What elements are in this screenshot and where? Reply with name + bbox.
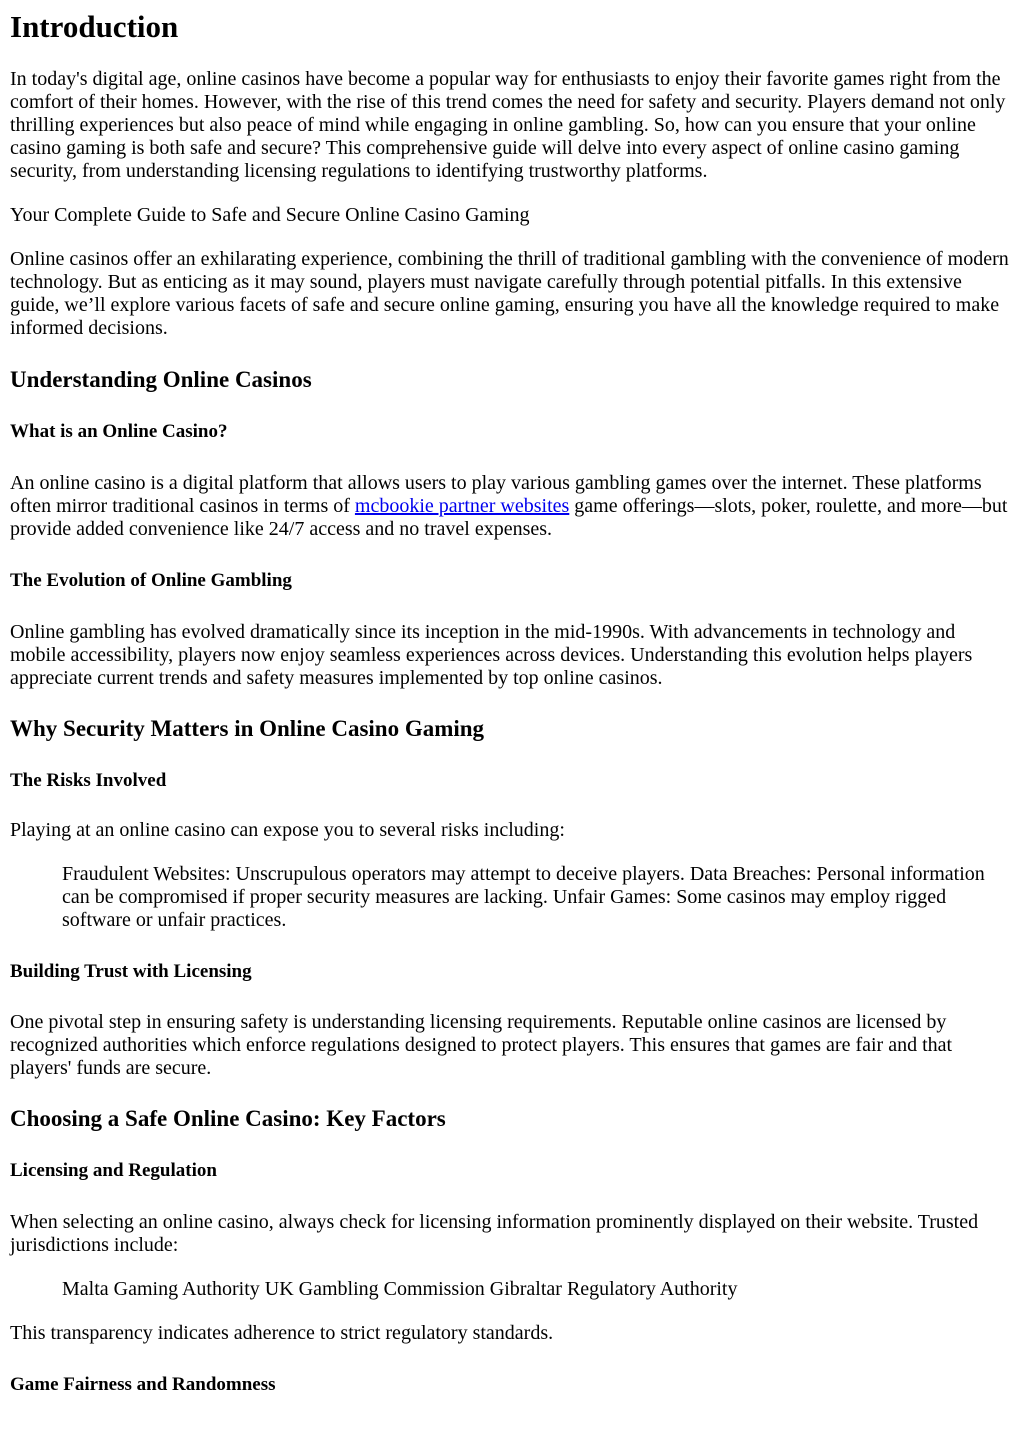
spacer: [10, 742, 1014, 769]
spacer: [10, 443, 1014, 472]
spacer: [10, 1132, 1014, 1159]
spacer: [10, 541, 1014, 569]
intro-heading: Introduction: [10, 9, 179, 44]
transparency-paragraph: This transparency indicates adherence to strict regulatory standards.: [10, 1322, 554, 1344]
risks-intro: Playing at an online casino can expose you to several risks including:: [10, 819, 565, 841]
evolution-heading: The Evolution of Online Gambling: [10, 570, 292, 591]
what-is-heading: What is an Online Casino?: [10, 421, 228, 442]
spacer: [10, 1301, 1014, 1322]
spacer: [10, 1080, 1014, 1105]
spacer: [10, 227, 1014, 248]
article: [0, 9, 1024, 1396]
spacer: [10, 1345, 1014, 1373]
what-is-paragraph: [10, 472, 1014, 541]
spacer: [10, 45, 1014, 68]
spacer: [10, 792, 1014, 819]
security-heading: Why Security Matters in Online Casino Gaming: [10, 716, 485, 741]
fairness-heading: Game Fairness and Randomness: [10, 1374, 276, 1395]
trust-heading: Building Trust with Licensing: [10, 961, 252, 982]
choosing-heading: Choosing a Safe Online Casino: Key Factors: [10, 1106, 446, 1131]
licensing-paragraph: When selecting an online casino, always check for licensing information prominently displayed on their website. Trusted jurisdictions include:: [10, 1211, 979, 1256]
intro-paragraph-2: Online casinos offer an exhilarating experience, combining the thrill of traditional gambling with the convenience of modern technology. But as enticing as it may sound, players must navigate carefully through potential pitfalls. In this extensive guide, we’ll explore various facets of safe and secure online gaming, ensuring you have all the knowledge required to make informed decisions.: [10, 248, 1009, 339]
spacer: [10, 393, 1014, 420]
spacer: [10, 1257, 1014, 1278]
risks-heading: The Risks Involved: [10, 770, 167, 791]
spacer: [10, 690, 1014, 715]
guide-subtitle: Your Complete Guide to Safe and Secure Online Casino Gaming: [10, 204, 530, 226]
licensing-heading: Licensing and Regulation: [10, 1160, 217, 1181]
what-is-text-after: game offerings—slots, poker, roulette, and more—but provide added convenience like 24/7 access and no travel expenses.: [10, 495, 1008, 540]
spacer: [10, 842, 1014, 863]
mcbookie-link[interactable]: mcbookie partner websites: [354, 495, 570, 517]
spacer: [10, 932, 1014, 960]
what-is-text-before: An online casino is a digital platform that allows users to play various gambling games over the internet. These platforms often mirror traditional casinos in terms of: [10, 472, 982, 517]
intro-paragraph: In today's digital age, online casinos have become a popular way for enthusiasts to enjoy their favorite games right from the comfort of their homes. However, with the rise of this trend comes the need for safety and security. Players demand not only thrilling experiences but also peace of mind while engaging in online gambling. So, how can you ensure that your online casino gaming is both safe and secure? This comprehensive guide will delve into every aspect of online casino gaming security, from understanding licensing regulations to identifying trustworthy platforms.: [10, 68, 1006, 182]
trust-paragraph: One pivotal step in ensuring safety is understanding licensing requirements. Reputable online casinos are licensed by recognized authorities which enforce regulations designed to protect players. This ensures that games are fair and that players' funds are secure.: [10, 1011, 953, 1079]
spacer: [10, 592, 1014, 621]
spacer: [10, 183, 1014, 204]
evolution-paragraph: Online gambling has evolved dramatically since its inception in the mid-1990s. With advancements in technology and mobile accessibility, players now enjoy seamless experiences across devices. Understanding this evolution helps players appreciate current trends and safety measures implemented by top online casinos.: [10, 621, 973, 689]
risks-list: Fraudulent Websites: Unscrupulous operators may attempt to deceive players. Data Breaches: Personal information can be compromised if proper security measures are lacking. Unfair Games: Some casinos may employ rigged software or unfair practices.: [62, 863, 985, 931]
jurisdictions-list: Malta Gaming Authority UK Gambling Commission Gibraltar Regulatory Authority: [62, 1278, 738, 1300]
spacer: [10, 340, 1014, 366]
spacer: [10, 983, 1014, 1011]
spacer: [10, 1182, 1014, 1211]
understanding-heading: Understanding Online Casinos: [10, 367, 312, 392]
